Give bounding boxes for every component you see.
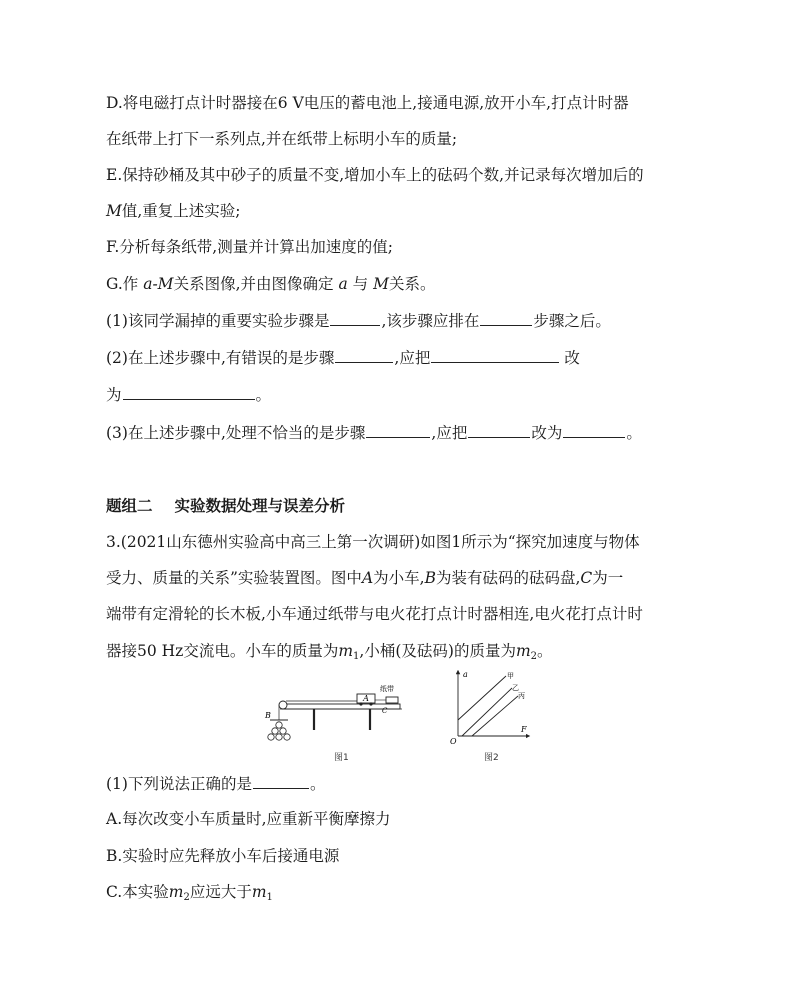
sub-2: 2 <box>183 892 190 903</box>
step-d-line1: D.将电磁打点计时器接在6 V电压的蓄电池上,接通电源,放开小车,打点计时器 <box>106 94 629 112</box>
figure-1-caption: 图1 <box>334 753 349 763</box>
var-c-cap: C <box>580 569 593 587</box>
weights-icon <box>268 722 290 740</box>
section-heading <box>106 494 345 516</box>
p3-l2-a: 受力、质量的关系”实验装置图。图中 <box>106 569 362 587</box>
step-g-text-a: G.作 <box>106 275 139 293</box>
step-d-line2: 在纸带上打下一系列点,并在纸带上标明小车的质量; <box>106 130 458 148</box>
label-a: A <box>363 694 369 703</box>
line-label-jia: 甲 <box>507 672 514 680</box>
section-label: 题组二 <box>106 497 153 515</box>
var-a-cap: A <box>361 569 374 587</box>
q3-text-a: (3)在上述步骤中,处理不恰当的是步骤 <box>106 424 366 442</box>
question-2 <box>106 346 580 369</box>
p3-l4-b: ,小桶(及砝码)的质量为 <box>359 642 516 660</box>
option-b: B.实验时应先释放小车后接通电源 <box>106 847 340 865</box>
var-m2: m <box>168 883 184 901</box>
step-e-line1: E.保持砂桶及其中砂子的质量不变,增加小车上的砝码个数,并记录每次增加后的 <box>106 166 644 184</box>
p3-l2-b: 为小车, <box>373 569 425 587</box>
var-m1: m <box>338 642 354 660</box>
timer <box>386 697 398 703</box>
q2-text-b: ,应把 <box>394 349 431 367</box>
graph-line-jia <box>458 676 506 720</box>
var-b-cap: B <box>424 569 436 587</box>
origin-label: O <box>450 737 457 746</box>
sub-2: 2 <box>530 651 538 662</box>
q3-blank-3[interactable] <box>563 421 625 438</box>
q2-blank-1[interactable] <box>335 346 393 363</box>
figure-2-graph <box>448 668 534 746</box>
p3-l4-c: 。 <box>537 642 553 660</box>
p3-l2-d: 为一 <box>592 569 624 587</box>
q3-text-c: 改为 <box>531 424 563 442</box>
problem-3-line1: 3.(2021山东德州实验高中高三上第一次调研)如图1所示为“探究加速度与物体 <box>106 533 640 551</box>
axis-x-label: F <box>521 725 527 734</box>
q1-blank-2[interactable] <box>480 309 532 326</box>
var-m2: m <box>515 642 531 660</box>
var-m: M <box>373 275 389 293</box>
pulley-icon <box>279 701 287 709</box>
graph-line-yi <box>462 688 512 736</box>
sub-1: 1 <box>266 892 273 903</box>
q2-blank-2[interactable] <box>431 346 559 363</box>
q3-text-d: 。 <box>626 424 642 442</box>
step-g-text-d: 关系。 <box>388 275 436 293</box>
option-a: A.每次改变小车质量时,应重新平衡摩擦力 <box>106 810 391 828</box>
label-b: B <box>265 711 271 720</box>
sub-1: 1 <box>353 651 360 662</box>
answer-blank[interactable] <box>253 772 309 789</box>
var-a-m: a-M <box>143 275 174 293</box>
question-2-cont <box>106 383 271 406</box>
q3-blank-1[interactable] <box>366 421 430 438</box>
problem-3-line4 <box>106 640 553 668</box>
figure-2-caption: 图2 <box>484 753 499 763</box>
section-title: 实验数据处理与误差分析 <box>174 497 346 515</box>
q3-text-b: ,应把 <box>431 424 468 442</box>
var-m1: m <box>251 883 267 901</box>
label-c: C <box>382 707 388 715</box>
figure-1-apparatus <box>262 680 412 748</box>
step-e-line2 <box>106 200 241 222</box>
graph-line-bing <box>472 696 518 736</box>
q1-text-a: (1)该同学漏掉的重要实验步骤是 <box>106 312 330 330</box>
axis-y-label: a <box>463 670 468 679</box>
line-label-bing: 丙 <box>518 692 525 700</box>
problem-3-line3: 端带有定滑轮的长木板,小车通过纸带与电火花打点计时器相连,电火花打点计时 <box>106 605 643 623</box>
problem-3-line2 <box>106 567 623 589</box>
step-g <box>106 273 435 295</box>
var-a: a <box>338 275 348 293</box>
step-f: F.分析每条纸带,测量并计算出加速度的值; <box>106 238 393 256</box>
q1-blank-1[interactable] <box>330 309 380 326</box>
step-g-text-c: 与 <box>352 275 369 293</box>
q1-text-b: ,该步骤应排在 <box>381 312 480 330</box>
step-e-text: 值,重复上述实验; <box>121 202 241 220</box>
p3-l4-a: 器接50 Hz交流电。小车的质量为 <box>106 642 339 660</box>
q-text-b: 。 <box>309 775 326 793</box>
q2-blank-3[interactable] <box>123 383 255 400</box>
question-3 <box>106 421 642 444</box>
q2-text-a: (2)在上述步骤中,有错误的是步骤 <box>106 349 335 367</box>
problem-3-question-1 <box>106 772 325 795</box>
var-m: M <box>106 202 122 220</box>
question-1 <box>106 309 611 332</box>
q2-text-d: 为 <box>106 386 122 404</box>
q3-blank-2[interactable] <box>468 421 530 438</box>
q2-text-e: 。 <box>255 386 272 404</box>
q-text-a: (1)下列说法正确的是 <box>106 775 252 793</box>
q2-text-c: 改 <box>564 349 580 367</box>
step-g-text-b: 关系图像,并由图像确定 <box>173 275 334 293</box>
opt-c-text-a: C.本实验 <box>106 883 169 901</box>
label-tape: 纸带 <box>380 685 394 693</box>
p3-l2-c: 为装有砝码的砝码盘, <box>435 569 581 587</box>
option-c <box>106 881 273 909</box>
opt-c-text-b: 应远大于 <box>189 883 252 901</box>
q1-text-c: 步骤之后。 <box>533 312 611 330</box>
line-label-yi: 乙 <box>512 684 519 692</box>
